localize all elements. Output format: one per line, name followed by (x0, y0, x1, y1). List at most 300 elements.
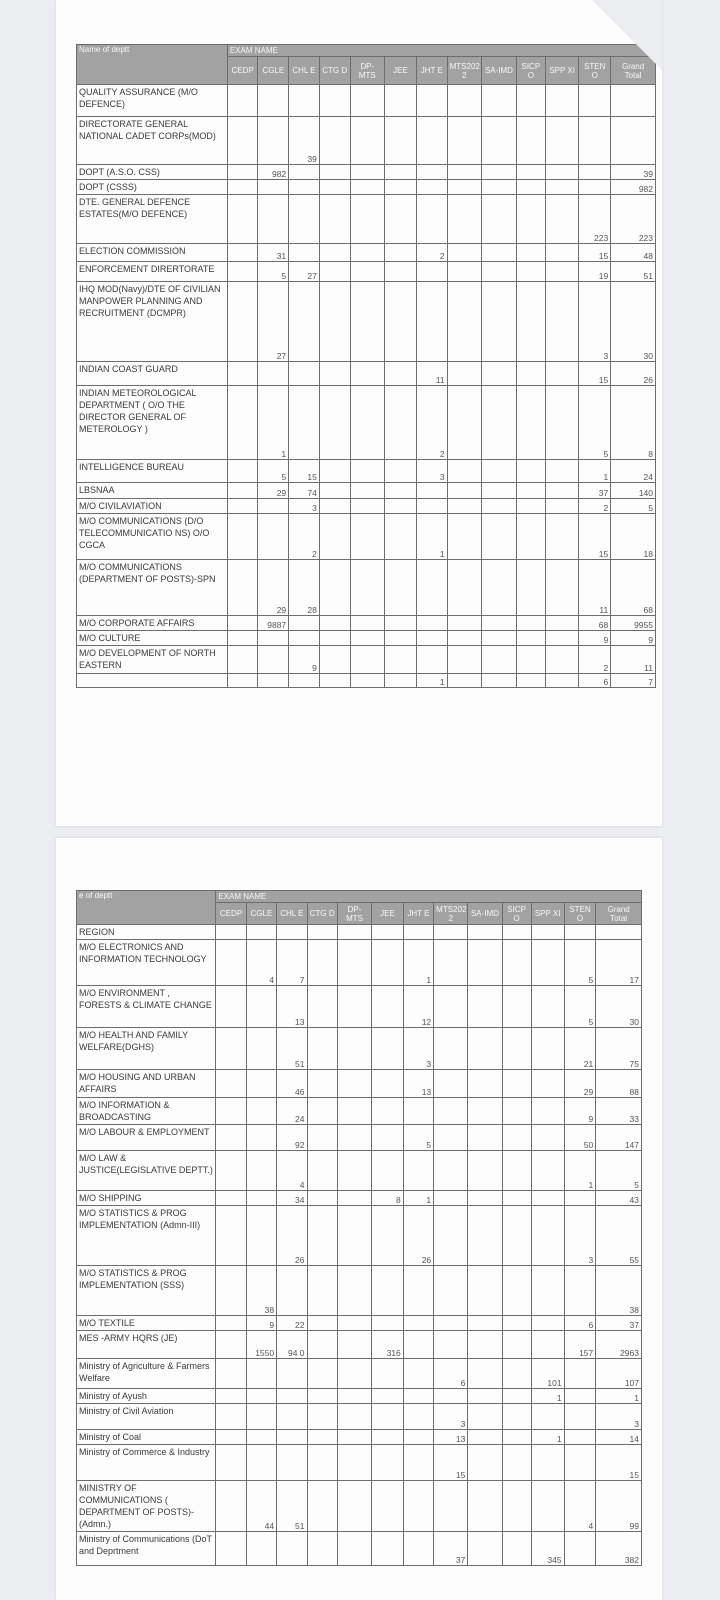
count-cell (434, 1316, 468, 1331)
count-cell (434, 1331, 468, 1359)
count-cell (502, 1070, 531, 1098)
count-cell: 3 (564, 1206, 596, 1266)
table-row (77, 244, 656, 262)
grand-total-cell: 382 (596, 1532, 642, 1566)
grand-total-cell: 223 (611, 195, 656, 244)
grand-total-cell: 8 (611, 386, 656, 460)
count-cell: 157 (564, 1331, 596, 1359)
count-cell (546, 616, 579, 631)
count-cell (277, 1445, 307, 1481)
grand-total-cell: 75 (596, 1028, 642, 1070)
count-cell (531, 1028, 564, 1070)
department-name: Ministry of Agriculture & Farmers Welfare (77, 1359, 216, 1389)
count-cell (579, 165, 611, 180)
count-cell (434, 1206, 468, 1266)
column-header: CGLE (258, 57, 289, 85)
count-cell (246, 986, 276, 1028)
count-cell (468, 1125, 502, 1151)
count-cell (516, 282, 545, 362)
count-cell (372, 1532, 404, 1566)
table-row (77, 631, 656, 646)
department-name: ELECTION COMMISSION (77, 244, 228, 262)
page-curl (592, 0, 662, 70)
count-cell (277, 1532, 307, 1566)
count-cell (277, 1266, 307, 1316)
count-cell (482, 180, 517, 195)
count-cell (385, 85, 417, 117)
count-cell (482, 646, 517, 674)
count-cell (350, 165, 385, 180)
table-row (77, 180, 656, 195)
count-cell (216, 1266, 246, 1316)
count-cell: 4 (564, 1481, 596, 1532)
count-cell (372, 1430, 404, 1445)
count-cell (531, 1316, 564, 1331)
count-cell (416, 483, 447, 499)
count-cell (319, 282, 350, 362)
count-cell: 2 (579, 646, 611, 674)
count-cell (372, 1481, 404, 1532)
count-cell: 982 (258, 165, 289, 180)
count-cell (227, 514, 258, 560)
count-cell (258, 195, 289, 244)
department-name: M/O CULTURE (77, 631, 228, 646)
count-cell (246, 1404, 276, 1430)
count-cell (319, 180, 350, 195)
count-cell: 3 (289, 499, 320, 514)
count-cell (403, 1481, 433, 1532)
count-cell: 46 (277, 1070, 307, 1098)
count-cell: 9 (579, 631, 611, 646)
column-header: JHT E (416, 57, 447, 85)
count-cell (564, 1389, 596, 1404)
table-row (77, 1206, 642, 1266)
count-cell (319, 195, 350, 244)
count-cell (482, 483, 517, 499)
count-cell (516, 514, 545, 560)
count-cell (416, 262, 447, 282)
count-cell: 15 (579, 514, 611, 560)
count-cell: 1 (403, 940, 433, 986)
count-cell (447, 282, 482, 362)
exam-table-page-2 (76, 890, 642, 1566)
count-cell (468, 925, 502, 940)
count-cell (216, 1191, 246, 1206)
count-cell (482, 165, 517, 180)
count-cell: 26 (403, 1206, 433, 1266)
count-cell (319, 85, 350, 117)
count-cell: 101 (531, 1359, 564, 1389)
table-row (77, 362, 656, 386)
column-header: Grand Total (596, 903, 642, 925)
count-cell (546, 282, 579, 362)
count-cell (350, 631, 385, 646)
count-cell (564, 1430, 596, 1445)
count-cell (502, 1532, 531, 1566)
department-name: LBSNAA (77, 483, 228, 499)
count-cell: 29 (564, 1070, 596, 1098)
table-row (77, 1445, 642, 1481)
count-cell (337, 986, 371, 1028)
count-cell (289, 674, 320, 688)
count-cell (502, 940, 531, 986)
table-row (77, 1359, 642, 1389)
count-cell (502, 1266, 531, 1316)
count-cell: 9 (289, 646, 320, 674)
count-cell (216, 925, 246, 940)
name-of-deptt-header: Name of deptt (77, 45, 228, 85)
count-cell (337, 1151, 371, 1191)
table-row (77, 1191, 642, 1206)
count-cell: 27 (289, 262, 320, 282)
count-cell: 11 (579, 560, 611, 616)
count-cell (385, 499, 417, 514)
column-header: CTG D (319, 57, 350, 85)
column-header: STEN O (579, 57, 611, 85)
grand-total-cell: 88 (596, 1070, 642, 1098)
count-cell (531, 1206, 564, 1266)
count-cell (516, 180, 545, 195)
grand-total-cell: 33 (596, 1098, 642, 1125)
count-cell: 3 (579, 282, 611, 362)
count-cell (385, 195, 417, 244)
count-cell (350, 646, 385, 674)
count-cell: 29 (258, 560, 289, 616)
count-cell (350, 85, 385, 117)
count-cell (546, 180, 579, 195)
grand-total-cell: 7 (611, 674, 656, 688)
count-cell (307, 1191, 337, 1206)
grand-total-cell: 17 (596, 940, 642, 986)
count-cell (447, 646, 482, 674)
count-cell (531, 986, 564, 1028)
count-cell (337, 1316, 371, 1331)
table-row (77, 616, 656, 631)
count-cell (502, 1098, 531, 1125)
count-cell (350, 244, 385, 262)
count-cell (319, 631, 350, 646)
column-header: CGLE (246, 903, 276, 925)
count-cell (307, 1028, 337, 1070)
count-cell (434, 1125, 468, 1151)
count-cell: 19 (579, 262, 611, 282)
count-cell (546, 514, 579, 560)
count-cell (372, 1389, 404, 1404)
count-cell (564, 1404, 596, 1430)
count-cell (531, 1125, 564, 1151)
count-cell (258, 362, 289, 386)
count-cell (372, 1316, 404, 1331)
grand-total-cell: 51 (611, 262, 656, 282)
count-cell (502, 1481, 531, 1532)
count-cell: 94 0 (277, 1331, 307, 1359)
count-cell: 9887 (258, 616, 289, 631)
table-row (77, 499, 656, 514)
exam-name-header: EXAM NAME (227, 45, 655, 57)
count-cell (516, 195, 545, 244)
department-name: M/O ELECTRONICS AND INFORMATION TECHNOLOGY (77, 940, 216, 986)
table-row (77, 282, 656, 362)
grand-total-cell: 30 (611, 282, 656, 362)
count-cell: 11 (416, 362, 447, 386)
count-cell (516, 499, 545, 514)
name-of-deptt-header: e of deptt (77, 891, 216, 925)
count-cell (468, 1532, 502, 1566)
count-cell (516, 646, 545, 674)
count-cell (372, 1151, 404, 1191)
count-cell (546, 85, 579, 117)
count-cell (372, 925, 404, 940)
count-cell: 3 (416, 460, 447, 483)
count-cell (502, 1389, 531, 1404)
count-cell: 6 (579, 674, 611, 688)
count-cell (502, 1445, 531, 1481)
count-cell (350, 460, 385, 483)
count-cell (337, 1266, 371, 1316)
count-cell (319, 560, 350, 616)
count-cell (579, 180, 611, 195)
count-cell (337, 1070, 371, 1098)
count-cell (258, 646, 289, 674)
department-name: MINISTRY OF COMMUNICATIONS ( DEPARTMENT OF POSTS)-(Admn.) (77, 1481, 216, 1532)
column-header: SICP O (502, 903, 531, 925)
count-cell (482, 362, 517, 386)
count-cell: 51 (277, 1481, 307, 1532)
count-cell (468, 1316, 502, 1331)
count-cell (385, 117, 417, 165)
count-cell (246, 1532, 276, 1566)
department-name: Ministry of Civil Aviation (77, 1404, 216, 1430)
table-row (77, 1389, 642, 1404)
count-cell (246, 1430, 276, 1445)
table-row (77, 1481, 642, 1532)
count-cell (516, 460, 545, 483)
count-cell (482, 560, 517, 616)
count-cell: 15 (579, 362, 611, 386)
grand-total-cell (611, 117, 656, 165)
count-cell (216, 1481, 246, 1532)
column-header: STEN O (564, 903, 596, 925)
count-cell (319, 165, 350, 180)
count-cell (468, 1266, 502, 1316)
count-cell (319, 460, 350, 483)
table-row (77, 1151, 642, 1191)
count-cell (468, 1206, 502, 1266)
count-cell (337, 1028, 371, 1070)
table-row (77, 986, 642, 1028)
count-cell (416, 631, 447, 646)
count-cell (216, 940, 246, 986)
count-cell (403, 925, 433, 940)
count-cell (258, 85, 289, 117)
count-cell: 1 (403, 1191, 433, 1206)
count-cell (307, 1481, 337, 1532)
count-cell (337, 1445, 371, 1481)
count-cell (385, 460, 417, 483)
count-cell: 1 (416, 674, 447, 688)
count-cell: 38 (246, 1266, 276, 1316)
table-row (77, 1404, 642, 1430)
count-cell (564, 1445, 596, 1481)
count-cell (482, 616, 517, 631)
count-cell (516, 631, 545, 646)
count-cell (216, 1445, 246, 1481)
column-header: SPP XI (531, 903, 564, 925)
count-cell (447, 85, 482, 117)
document-page-1 (56, 0, 662, 826)
count-cell (531, 925, 564, 940)
count-cell (546, 483, 579, 499)
count-cell (502, 1125, 531, 1151)
count-cell (502, 1151, 531, 1191)
count-cell (350, 180, 385, 195)
department-name: M/O HOUSING AND URBAN AFFAIRS (77, 1070, 216, 1098)
department-name: M/O DEVELOPMENT OF NORTH EASTERN (77, 646, 228, 674)
column-header: SICP O (516, 57, 545, 85)
count-cell: 223 (579, 195, 611, 244)
count-cell: 1550 (246, 1331, 276, 1359)
grand-total-cell: 147 (596, 1125, 642, 1151)
department-name: DOPT (A.S.O. CSS) (77, 165, 228, 180)
count-cell (246, 1151, 276, 1191)
count-cell (289, 616, 320, 631)
count-cell (434, 1028, 468, 1070)
count-cell (447, 499, 482, 514)
grand-total-cell: 24 (611, 460, 656, 483)
count-cell: 37 (579, 483, 611, 499)
count-cell: 5 (258, 460, 289, 483)
count-cell (468, 1404, 502, 1430)
count-cell (350, 674, 385, 688)
count-cell: 2 (416, 386, 447, 460)
column-header: MTS202 2 (434, 903, 468, 925)
count-cell: 13 (403, 1070, 433, 1098)
count-cell (350, 362, 385, 386)
count-cell (337, 1098, 371, 1125)
count-cell (447, 244, 482, 262)
column-header: MTS202 2 (447, 57, 482, 85)
count-cell: 316 (372, 1331, 404, 1359)
count-cell (227, 195, 258, 244)
count-cell (246, 1028, 276, 1070)
department-name: DTE. GENERAL DEFENCE ESTATES(M/O DEFENCE) (77, 195, 228, 244)
count-cell (319, 646, 350, 674)
count-cell (468, 1098, 502, 1125)
count-cell (227, 631, 258, 646)
table-row (77, 195, 656, 244)
department-name: M/O HEALTH AND FAMILY WELFARE(DGHS) (77, 1028, 216, 1070)
grand-total-cell: 14 (596, 1430, 642, 1445)
count-cell (416, 85, 447, 117)
table-row (77, 460, 656, 483)
count-cell (337, 1481, 371, 1532)
column-header: CHL E (277, 903, 307, 925)
count-cell (337, 1206, 371, 1266)
count-cell (447, 165, 482, 180)
count-cell (482, 195, 517, 244)
grand-total-cell: 30 (596, 986, 642, 1028)
table-row (77, 560, 656, 616)
count-cell (258, 631, 289, 646)
count-cell (277, 925, 307, 940)
count-cell (289, 244, 320, 262)
count-cell (516, 616, 545, 631)
count-cell (227, 483, 258, 499)
count-cell (516, 262, 545, 282)
count-cell: 2 (289, 514, 320, 560)
count-cell (337, 1191, 371, 1206)
count-cell (416, 616, 447, 631)
count-cell (246, 1359, 276, 1389)
count-cell (277, 1359, 307, 1389)
count-cell (516, 362, 545, 386)
count-cell (319, 616, 350, 631)
grand-total-cell: 3 (596, 1404, 642, 1430)
column-header: SA-IMD (468, 903, 502, 925)
count-cell (434, 1191, 468, 1206)
grand-total-cell: 9 (611, 631, 656, 646)
count-cell (337, 1532, 371, 1566)
count-cell (385, 362, 417, 386)
count-cell (531, 1445, 564, 1481)
department-name: QUALITY ASSURANCE (M/O DEFENCE) (77, 85, 228, 117)
count-cell (482, 85, 517, 117)
count-cell (246, 925, 276, 940)
table-row (77, 1532, 642, 1566)
count-cell (385, 244, 417, 262)
count-cell (416, 180, 447, 195)
count-cell (546, 262, 579, 282)
count-cell (319, 499, 350, 514)
column-header: SA-IMD (482, 57, 517, 85)
column-header: SPP XI (546, 57, 579, 85)
count-cell (258, 514, 289, 560)
count-cell: 28 (289, 560, 320, 616)
count-cell (502, 1206, 531, 1266)
count-cell (307, 1125, 337, 1151)
count-cell (482, 117, 517, 165)
count-cell (216, 1316, 246, 1331)
count-cell (531, 1151, 564, 1191)
count-cell (416, 646, 447, 674)
table-row (77, 514, 656, 560)
count-cell (416, 117, 447, 165)
count-cell (227, 499, 258, 514)
count-cell (227, 117, 258, 165)
table-row (77, 1316, 642, 1331)
table-row (77, 117, 656, 165)
column-header: CEDP (216, 903, 246, 925)
table-row (77, 1070, 642, 1098)
column-header: JEE (372, 903, 404, 925)
column-header: CHL E (289, 57, 320, 85)
grand-total-cell: 9955 (611, 616, 656, 631)
count-cell (319, 386, 350, 460)
count-cell (546, 244, 579, 262)
department-name: Ministry of Coal (77, 1430, 216, 1445)
count-cell (258, 674, 289, 688)
count-cell (227, 282, 258, 362)
column-header: JEE (385, 57, 417, 85)
count-cell: 51 (277, 1028, 307, 1070)
count-cell (434, 925, 468, 940)
count-cell (447, 560, 482, 616)
count-cell (502, 925, 531, 940)
count-cell (350, 499, 385, 514)
count-cell (246, 1125, 276, 1151)
count-cell: 12 (403, 986, 433, 1028)
count-cell: 15 (289, 460, 320, 483)
